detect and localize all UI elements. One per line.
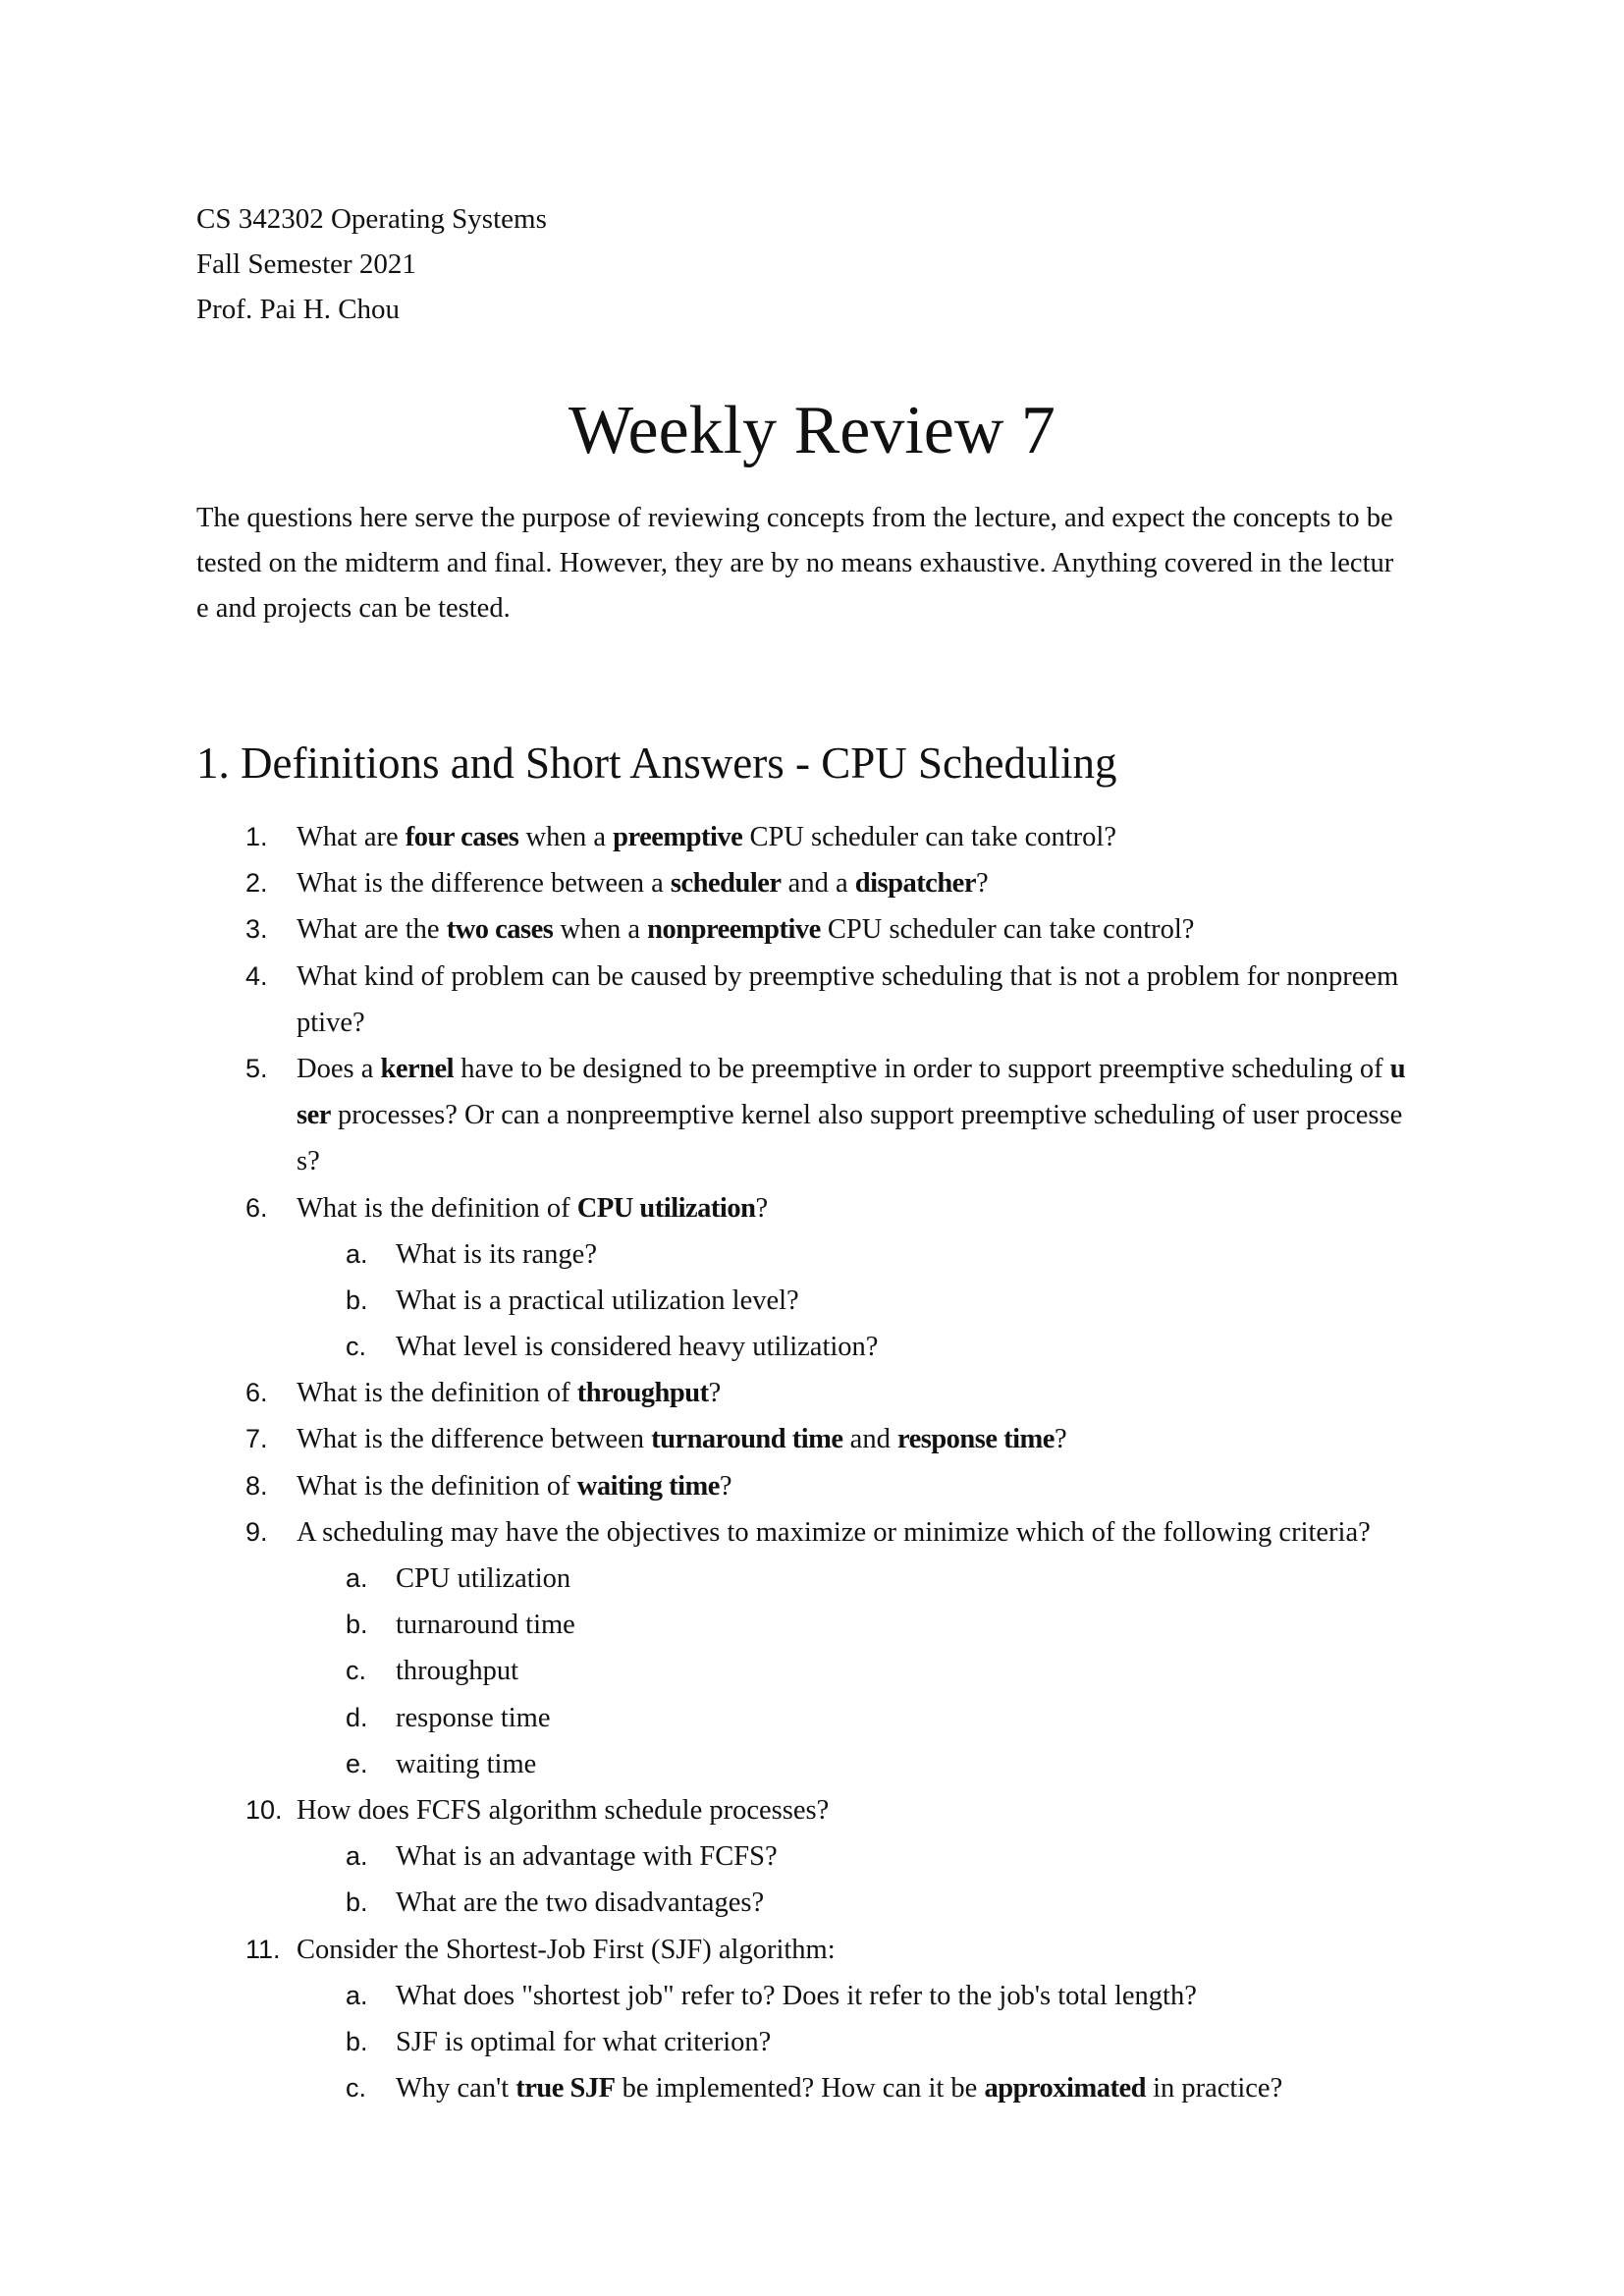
text-segment: CPU scheduler can take control? — [742, 822, 1116, 852]
text-segment: How does FCFS algorithm schedule processes? — [297, 1794, 830, 1826]
text-segment: and a — [781, 868, 855, 900]
question-line — [0, 1046, 1624, 1092]
item-number: 2. — [245, 868, 268, 899]
question-text — [396, 1556, 570, 1602]
text-segment: s? — [297, 1146, 320, 1177]
bold-term: u — [1389, 1053, 1406, 1084]
question-line — [0, 1370, 1624, 1416]
text-segment: when a — [553, 914, 648, 946]
item-number: 4. — [245, 960, 268, 991]
text-segment: What is the definition of — [297, 1378, 577, 1409]
item-number: 8. — [245, 1470, 268, 1501]
question-text — [396, 1741, 536, 1787]
item-number: 3. — [245, 914, 268, 945]
text-segment: What are the two disadvantages? — [396, 1887, 765, 1919]
sub-question-line — [0, 1602, 1624, 1648]
text-segment: waiting time — [396, 1748, 537, 1779]
page-title: Weekly Review 7 — [568, 393, 1056, 468]
document-header — [196, 196, 547, 332]
question-text — [396, 2065, 1282, 2111]
item-number: c. — [346, 2073, 367, 2104]
item-number: 6. — [245, 1378, 268, 1408]
text-segment: ? — [755, 1192, 769, 1224]
sub-question-line — [0, 2065, 1624, 2111]
professor: Prof. Pai H. Chou — [196, 294, 401, 325]
bold-term: waiting time — [576, 1470, 720, 1502]
intro-paragraph — [196, 496, 1393, 631]
question-line — [0, 1927, 1624, 1973]
text-segment: What are the — [297, 914, 447, 946]
intro-line: e and projects can be tested. — [196, 593, 511, 624]
text-segment: SJF is optimal for what criterion? — [396, 2026, 772, 2057]
text-segment: processes? Or can a nonpreemptive kernel also support preemptive scheduling of user processe — [330, 1100, 1403, 1131]
bold-term: scheduler — [670, 868, 782, 900]
sub-question-line — [0, 1973, 1624, 2019]
item-number: a. — [346, 1563, 368, 1593]
question-text — [297, 1463, 732, 1509]
text-segment: ptive? — [297, 1007, 365, 1038]
question-text — [396, 2019, 771, 2065]
text-segment: in practice? — [1145, 2073, 1283, 2105]
question-text — [297, 1370, 721, 1416]
course-name: CS 342302 Operating Systems — [196, 203, 547, 235]
item-number: b. — [346, 1887, 368, 1918]
text-segment: Does a — [297, 1053, 381, 1084]
item-number: 10. — [245, 1794, 283, 1825]
text-segment: What is an advantage with FCFS? — [396, 1841, 778, 1873]
text-segment: ? — [1054, 1424, 1067, 1455]
question-text — [297, 1416, 1067, 1462]
text-segment: What is the definition of — [297, 1192, 577, 1224]
question-line — [0, 906, 1624, 953]
question-text — [396, 1648, 518, 1694]
question-list — [0, 814, 1624, 2111]
text-segment: What is the difference between a — [297, 868, 671, 900]
bold-term: turnaround time — [651, 1424, 843, 1455]
item-number: 7. — [245, 1424, 268, 1454]
bold-term: four cases — [405, 822, 519, 852]
question-text — [297, 954, 1398, 1000]
question-text — [297, 860, 989, 906]
text-segment: What is the difference between — [297, 1424, 652, 1455]
bold-term: response time — [896, 1424, 1055, 1455]
semester: Fall Semester 2021 — [196, 248, 416, 280]
sub-question-line — [0, 1741, 1624, 1787]
question-text — [297, 906, 1194, 953]
bold-term: throughput — [576, 1378, 709, 1409]
item-number: b. — [346, 1610, 368, 1640]
question-line — [0, 1509, 1624, 1556]
sub-question-line — [0, 1556, 1624, 1602]
text-segment: What is a practical utilization level? — [396, 1285, 799, 1316]
sub-question-line — [0, 1324, 1624, 1370]
item-number: e. — [346, 1748, 368, 1778]
bold-term: dispatcher — [854, 868, 976, 900]
bold-term: two cases — [446, 914, 554, 946]
intro-line: The questions here serve the purpose of reviewing concepts from the lecture, and expect the concepts to be — [196, 503, 1393, 533]
question-text — [396, 1973, 1197, 2019]
question-text — [297, 1138, 320, 1184]
item-number: 9. — [245, 1516, 268, 1547]
text-segment: ? — [708, 1378, 722, 1409]
question-text — [297, 1927, 836, 1973]
question-line — [0, 814, 1624, 860]
intro-line: tested on the midterm and final. However, they are by no means exhaustive. Anything covered in the lectur — [196, 548, 1394, 578]
text-segment: A scheduling may have the objectives to maximize or minimize which of the following criteria? — [297, 1516, 1371, 1548]
text-segment: What are — [297, 822, 406, 852]
item-number: b. — [346, 2026, 368, 2056]
text-segment: CPU utilization — [396, 1563, 571, 1594]
item-number: 1. — [245, 822, 268, 851]
question-line — [0, 1092, 1624, 1138]
bold-term: approximated — [984, 2073, 1146, 2105]
question-line — [0, 1000, 1624, 1046]
question-text — [396, 1695, 551, 1741]
text-segment: What is its range? — [396, 1238, 597, 1270]
item-number: a. — [346, 1841, 368, 1872]
item-number: c. — [346, 1656, 367, 1686]
text-segment: What does "shortest job" refer to? Does it refer to the job's total length? — [396, 1980, 1197, 2011]
sub-question-line — [0, 1695, 1624, 1741]
question-line — [0, 1463, 1624, 1509]
question-text — [396, 1231, 597, 1278]
sub-question-line — [0, 2019, 1624, 2065]
item-number: b. — [346, 1285, 368, 1315]
question-text — [297, 1046, 1405, 1092]
text-segment: turnaround time — [396, 1610, 575, 1641]
text-segment: be implemented? How can it be — [615, 2073, 985, 2105]
question-text — [396, 1278, 799, 1324]
sub-question-line — [0, 1231, 1624, 1278]
text-segment: ? — [975, 868, 989, 900]
text-segment: throughput — [396, 1656, 519, 1687]
section-heading: 1. Definitions and Short Answers - CPU Scheduling — [196, 738, 1117, 788]
question-text — [297, 1185, 768, 1231]
question-text — [396, 1324, 878, 1370]
bold-term: preemptive — [613, 822, 743, 852]
item-number: 11. — [245, 1934, 281, 1964]
question-text — [297, 1092, 1402, 1138]
question-line — [0, 1138, 1624, 1184]
text-segment: CPU scheduler can take control? — [820, 914, 1195, 946]
sub-question-line — [0, 1278, 1624, 1324]
item-number: 5. — [245, 1053, 268, 1083]
question-text — [297, 1509, 1371, 1556]
question-line — [0, 1416, 1624, 1462]
text-segment: ? — [719, 1470, 732, 1502]
text-segment: Why can't — [396, 2073, 516, 2105]
sub-question-line — [0, 1880, 1624, 1926]
question-text — [297, 1000, 365, 1046]
question-text — [396, 1602, 575, 1648]
bold-term: ser — [297, 1100, 331, 1131]
item-number: 6. — [245, 1192, 268, 1223]
question-line — [0, 954, 1624, 1000]
question-text — [396, 1880, 764, 1926]
text-segment: What kind of problem can be caused by preemptive scheduling that is not a problem for nonpreem — [297, 960, 1399, 992]
sub-question-line — [0, 1833, 1624, 1880]
question-text — [297, 1787, 829, 1833]
question-text — [297, 814, 1116, 860]
question-line — [0, 860, 1624, 906]
question-line — [0, 1185, 1624, 1231]
text-segment: What level is considered heavy utilization? — [396, 1332, 879, 1363]
text-segment: Consider the Shortest-Job First (SJF) algorithm: — [297, 1934, 836, 1965]
item-number: a. — [346, 1980, 368, 2010]
question-text — [396, 1833, 778, 1880]
bold-term: nonpreemptive — [647, 914, 821, 946]
bold-term: true SJF — [515, 2073, 616, 2105]
bold-term: CPU utilization — [576, 1192, 756, 1224]
text-segment: have to be designed to be preemptive in order to support preemptive scheduling of — [454, 1053, 1390, 1084]
item-number: c. — [346, 1332, 367, 1362]
text-segment: when a — [518, 822, 614, 852]
bold-term: kernel — [380, 1053, 455, 1084]
text-segment: response time — [396, 1702, 551, 1733]
text-segment: and — [842, 1424, 897, 1455]
item-number: a. — [346, 1238, 368, 1269]
text-segment: What is the definition of — [297, 1470, 577, 1502]
item-number: d. — [346, 1702, 368, 1732]
question-line — [0, 1787, 1624, 1833]
sub-question-line — [0, 1648, 1624, 1694]
